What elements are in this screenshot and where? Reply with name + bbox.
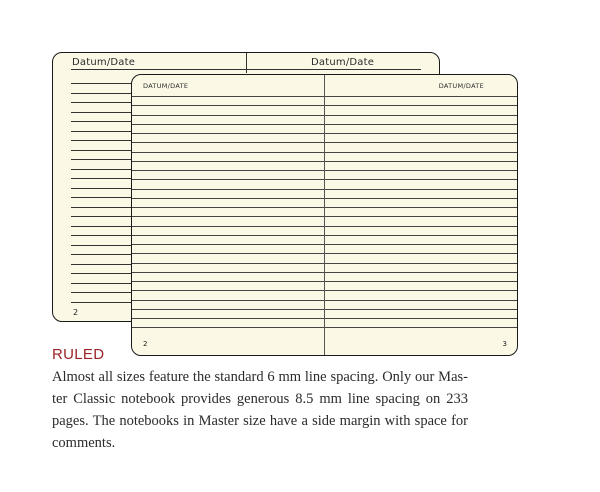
ruled-line: [71, 235, 133, 236]
ruled-line: [71, 226, 133, 227]
back-center-divider: [246, 53, 247, 73]
ruled-line: [71, 140, 133, 141]
front-spine-divider: [324, 75, 325, 355]
front-date-left-label: DATUM/DATE: [143, 82, 189, 90]
ruled-line: [71, 216, 133, 217]
ruled-line: [71, 93, 133, 94]
caption-body: Almost all sizes feature the standard 6 mm line spacing. Only our Master Classic notebook provides generous 8.5 mm line spacing on 233 pages. The notebooks in Master size have a side margin with space for comments.: [52, 369, 468, 451]
ruled-line: [71, 302, 133, 303]
ruled-line: [71, 159, 133, 160]
caption-title: RULED: [52, 346, 105, 363]
ruled-line: [71, 197, 133, 198]
front-page-number-right: 3: [502, 340, 507, 348]
ruled-line: [71, 245, 133, 246]
ruled-line: [71, 112, 133, 113]
ruled-line: [71, 264, 133, 265]
back-date-right-label: Datum/Date: [311, 57, 375, 68]
ruled-line: [71, 102, 133, 103]
ruled-line: [71, 188, 133, 189]
ruled-line: [71, 169, 133, 170]
back-date-left-label: Datum/Date: [72, 57, 136, 68]
back-page-number: 2: [73, 308, 79, 317]
ruled-line: [71, 150, 133, 151]
ruled-line: [71, 83, 133, 84]
ruled-line: [71, 207, 133, 208]
ruled-line: [71, 254, 133, 255]
back-header-rule: [71, 69, 421, 70]
ruled-line: [71, 283, 133, 284]
ruled-line: [71, 131, 133, 132]
front-date-right-label: DATUM/DATE: [438, 82, 484, 90]
front-page-number-left: 2: [143, 340, 148, 348]
ruled-line: [71, 121, 133, 122]
ruled-line: [71, 292, 133, 293]
front-notebook-spread: [131, 74, 518, 356]
ruled-line: [71, 178, 133, 179]
ruled-line: [71, 273, 133, 274]
